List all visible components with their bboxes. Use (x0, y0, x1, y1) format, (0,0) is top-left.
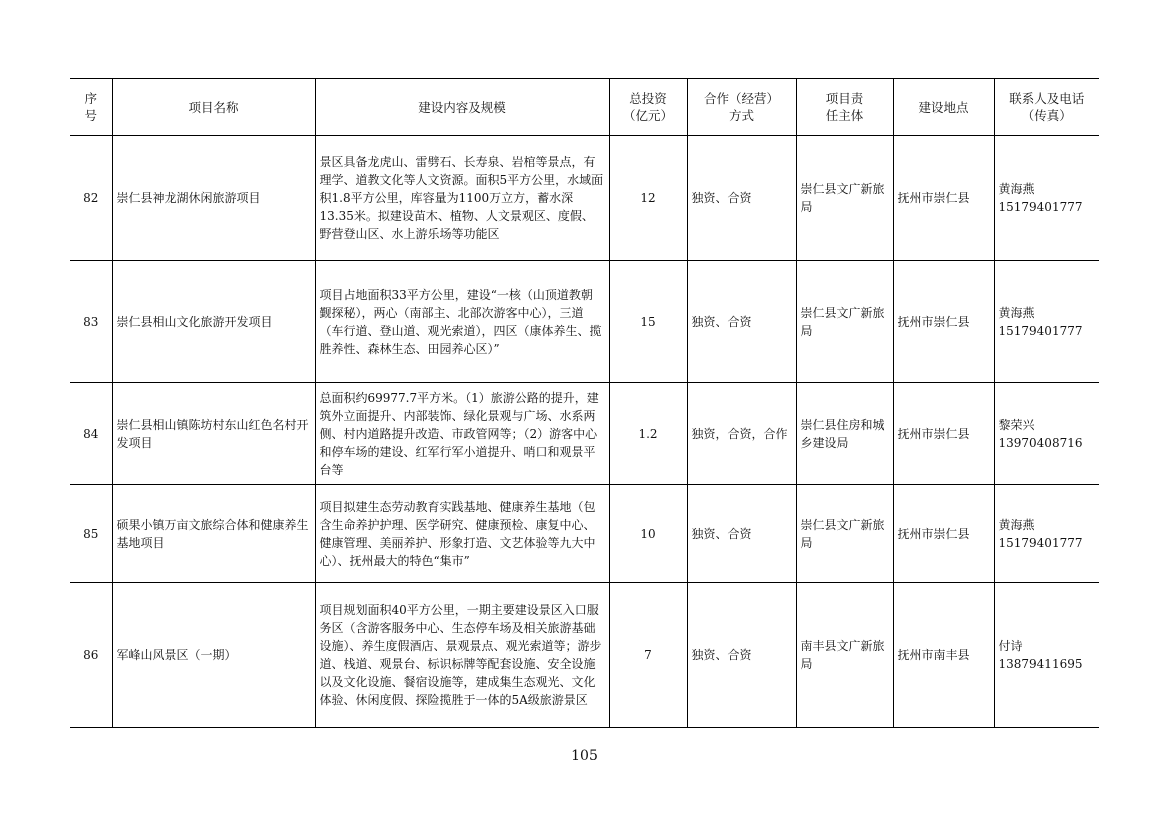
row-owner: 崇仁县文广新旅局 (796, 136, 893, 261)
row-no: 83 (70, 261, 112, 383)
row-owner: 崇仁县住房和城乡建设局 (796, 383, 893, 485)
project-table (70, 78, 1099, 728)
row-mode: 独资，合资，合作 (687, 383, 796, 485)
row-content: 景区具备龙虎山、雷劈石、长寿泉、岩棺等景点，有理学、道教文化等人文资源。面积5平方公里，水域面积1.8平方公里，库容量为1100万立方，蓄水深13.35米。拟建设苗木、植物、人文景观区、度假、野营登山区、水上游乐场等功能区 (315, 136, 609, 261)
header-contact: 联系人及电话 （传真） (994, 79, 1099, 136)
row-contact: 黄海燕 15179401777 (994, 261, 1099, 383)
header-row (70, 79, 1099, 136)
row-owner: 南丰县文广新旅局 (796, 583, 893, 728)
row-location: 抚州市崇仁县 (893, 485, 994, 583)
row-contact: 黎荣兴 13970408716 (994, 383, 1099, 485)
row-investment: 1.2 (609, 383, 687, 485)
page-number: 105 (571, 748, 598, 764)
row-location: 抚州市南丰县 (893, 583, 994, 728)
row-location: 抚州市崇仁县 (893, 383, 994, 485)
row-no: 84 (70, 383, 112, 485)
row-contact: 黄海燕 15179401777 (994, 136, 1099, 261)
header-location: 建设地点 (893, 79, 994, 136)
row-content: 项目拟建生态劳动教育实践基地、健康养生基地（包含生命养护护理、医学研究、健康预检、康复中心、健康管理、美丽养护、形象打造、文艺体验等九大中心）、抚州最大的特色“集市” (315, 485, 609, 583)
row-name: 崇仁县神龙湖休闲旅游项目 (112, 136, 315, 261)
row-location: 抚州市崇仁县 (893, 136, 994, 261)
row-mode: 独资、合资 (687, 136, 796, 261)
table-row (70, 485, 1099, 583)
row-name: 崇仁县相山文化旅游开发项目 (112, 261, 315, 383)
row-content: 项目规划面积40平方公里，一期主要建设景区入口服务区（含游客服务中心、生态停车场及相关旅游基础设施）、养生度假酒店、景观景点、观光索道等；游步道、栈道、观景台、标识标牌等配套设施、安全设施以及文化设施、餐宿设施等，建成集生态观光、文化体验、休闲度假、探险揽胜于一体的5A级旅游景区 (315, 583, 609, 728)
row-name: 硕果小镇万亩文旅综合体和健康养生基地项目 (112, 485, 315, 583)
row-investment: 7 (609, 583, 687, 728)
header-name: 项目名称 (112, 79, 315, 136)
row-contact: 黄海燕 15179401777 (994, 485, 1099, 583)
row-mode: 独资、合资 (687, 583, 796, 728)
row-investment: 10 (609, 485, 687, 583)
row-owner: 崇仁县文广新旅局 (796, 261, 893, 383)
table-row (70, 383, 1099, 485)
header-no: 序 号 (70, 79, 112, 136)
row-owner: 崇仁县文广新旅局 (796, 485, 893, 583)
row-no: 82 (70, 136, 112, 261)
row-mode: 独资、合资 (687, 485, 796, 583)
header-investment: 总投资 （亿元） (609, 79, 687, 136)
header-content: 建设内容及规模 (315, 79, 609, 136)
header-mode: 合作（经营） 方式 (687, 79, 796, 136)
table-row (70, 583, 1099, 728)
row-contact: 付诗 13879411695 (994, 583, 1099, 728)
header-owner: 项目责 任主体 (796, 79, 893, 136)
row-no: 85 (70, 485, 112, 583)
row-investment: 15 (609, 261, 687, 383)
table-row (70, 261, 1099, 383)
row-content: 总面积约69977.7平方米。（1）旅游公路的提升，建筑外立面提升、内部装饰、绿化景观与广场、水系两侧、村内道路提升改造、市政管网等；（2）游客中心和停车场的建设、红军行军小道提升、哨口和观景平台等 (315, 383, 609, 485)
row-name: 崇仁县相山镇陈坊村东山红色名村开发项目 (112, 383, 315, 485)
row-name: 军峰山风景区（一期） (112, 583, 315, 728)
row-investment: 12 (609, 136, 687, 261)
row-mode: 独资、合资 (687, 261, 796, 383)
row-no: 86 (70, 583, 112, 728)
row-location: 抚州市崇仁县 (893, 261, 994, 383)
table-row (70, 136, 1099, 261)
row-content: 项目占地面积33平方公里，建设“一核（山顶道教朝觐探秘），两心（南部主、北部次游客中心），三道（车行道、登山道、观光索道），四区（康体养生、揽胜养性、森林生态、田园养心区）” (315, 261, 609, 383)
